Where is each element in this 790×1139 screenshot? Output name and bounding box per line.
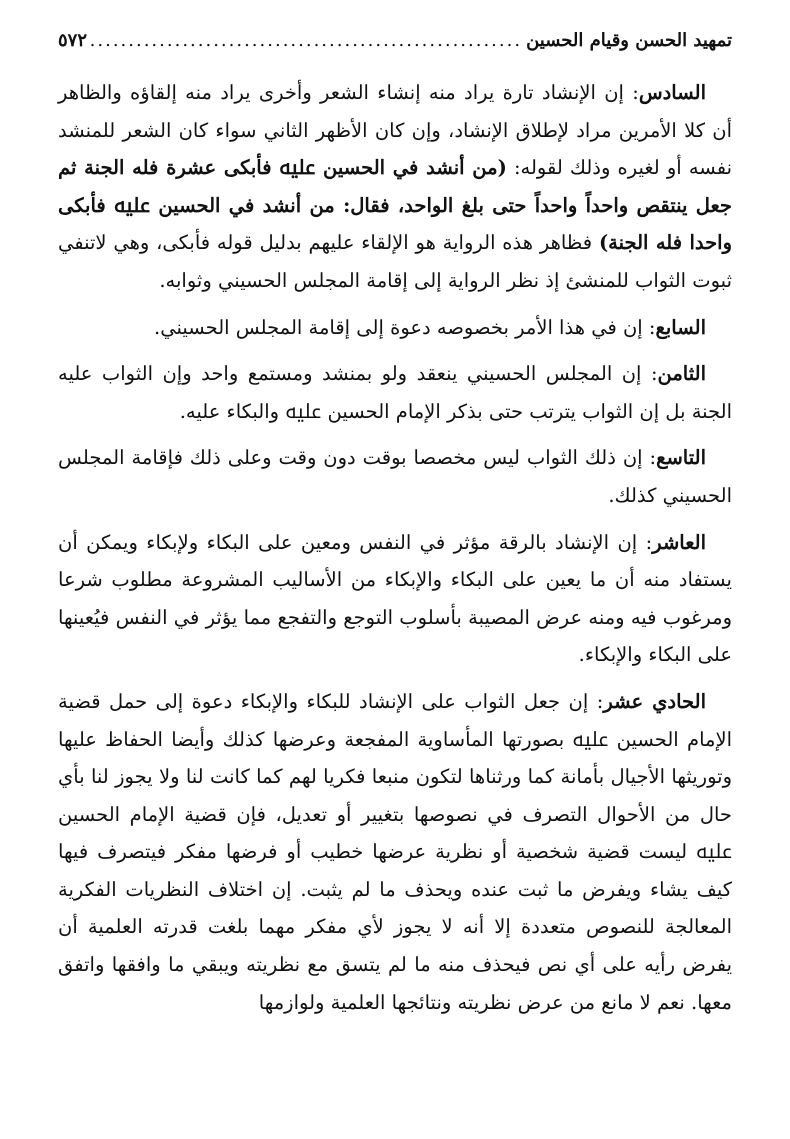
paragraph-seventh [58,309,732,347]
body-text [58,74,732,1021]
paragraph-lead: السابع [655,315,706,339]
paragraph-eighth [58,355,732,430]
running-title: تمهيد الحسن وقيام الحسين [526,30,732,51]
paragraph-text: : إن المجلس الحسيني ينعقد ولو بمنشد ومستمع واحد وإن الثواب عليه الجنة بل إن الثواب يترتب حتى بذكر الإمام الحسين ﷷ والبكاء عليه. [58,362,732,423]
dot-leader [91,26,522,56]
paragraph-eleventh [58,683,732,1021]
page-number: ٥٧٢ [58,30,88,51]
running-header [58,26,732,62]
paragraph-lead: الحادي عشر [603,689,706,713]
paragraph-text: : إن في هذا الأمر بخصوصه دعوة إلى إقامة المجلس الحسيني. [154,315,656,339]
hadith-quote: (من أنشد في الحسين ﷷ فأبكى عشرة فله الجنة ثم جعل ينتقص واحداً واحداً حتى بلغ الواحد، فقال: من أنشد في الحسين ﷷ فأبكى واحدا فله الجنة) [58,156,732,255]
paragraph-ninth [58,439,732,514]
paragraph-text: : إن الإنشاد تارة يراد منه إنشاء الشعر وأخرى يراد منه إلقاؤه والظاهر أن كلا الأمرين مراد لإطلاق الإنشاد، وإن كان الأظهر الثاني سواء كان الشعر للمنشد نفسه أو لغيره وذلك لقوله: [58,81,732,180]
paragraph-lead: التاسع [656,446,706,470]
paragraph-text: : إن جعل الثواب على الإنشاد للبكاء والإبكاء دعوة إلى حمل قضية الإمام الحسين ﷷ بصورتها المأساوية المفجعة وعرضها كذلك وأيضا الحفاظ عليها وتوريثها الأجيال بأمانة كما ورثناها لتكون منبعا فكريا لهم كما كانت لنا ولا يجوز لنا بأي حال من الأحوال التصرف في نصوصها بتغيير أو تعديل، فإن قضية الإمام الحسين ﷷ ليست قضية شخصية أو نظرية عرضها خطيب أو فرضها مفكر فيتصرف فيها كيف يشاء ويفرض ما ثبت عنده ويحذف ما لم يثبت. إن اختلاف النظريات الفكرية المعالجة للنصوص متعددة إلا أنه لا يجوز لأي مفكر مهما بلغت قدرته العلمية أن يفرض رأيه على أي نص فيحذف منه ما لم يتسق مع نظريته ويبقي ما وافقها واتفق معها. نعم لا مانع من عرض نظريته ونتائجها العلمية ولوازمها [58,689,732,1014]
paragraph-tenth [58,524,732,674]
paragraph-text: : إن الإنشاد بالرقة مؤثر في النفس ومعين على البكاء ولإبكاء ويمكن أن يستفاد منه أن ما يعين على البكاء والإبكاء من الأساليب المشروعة مطلوب شرعا ومرغوب فيه ومنه عرض المصيبة بأسلوب التوجع والتفجع مما يؤثر في النفس فيُعينها على البكاء والإبكاء. [58,530,732,667]
paragraph-lead: السادس [638,81,706,104]
paragraph-lead: الثامن [657,362,706,386]
paragraph-sixth [58,74,732,300]
paragraph-text: فظاهر هذه الرواية هو الإلقاء عليهم بدليل قوله فأبكى، وهي لاتنفي ثبوت الثواب للمنشئ إذ نظر الرواية إلى إقامة المجلس الحسيني وثوابه. [58,231,732,292]
paragraph-lead: العاشر [652,530,706,554]
paragraph-text: : إن ذلك الثواب ليس مخصصا بوقت دون وقت وعلى ذلك فإقامة المجلس الحسيني كذلك. [58,446,732,507]
